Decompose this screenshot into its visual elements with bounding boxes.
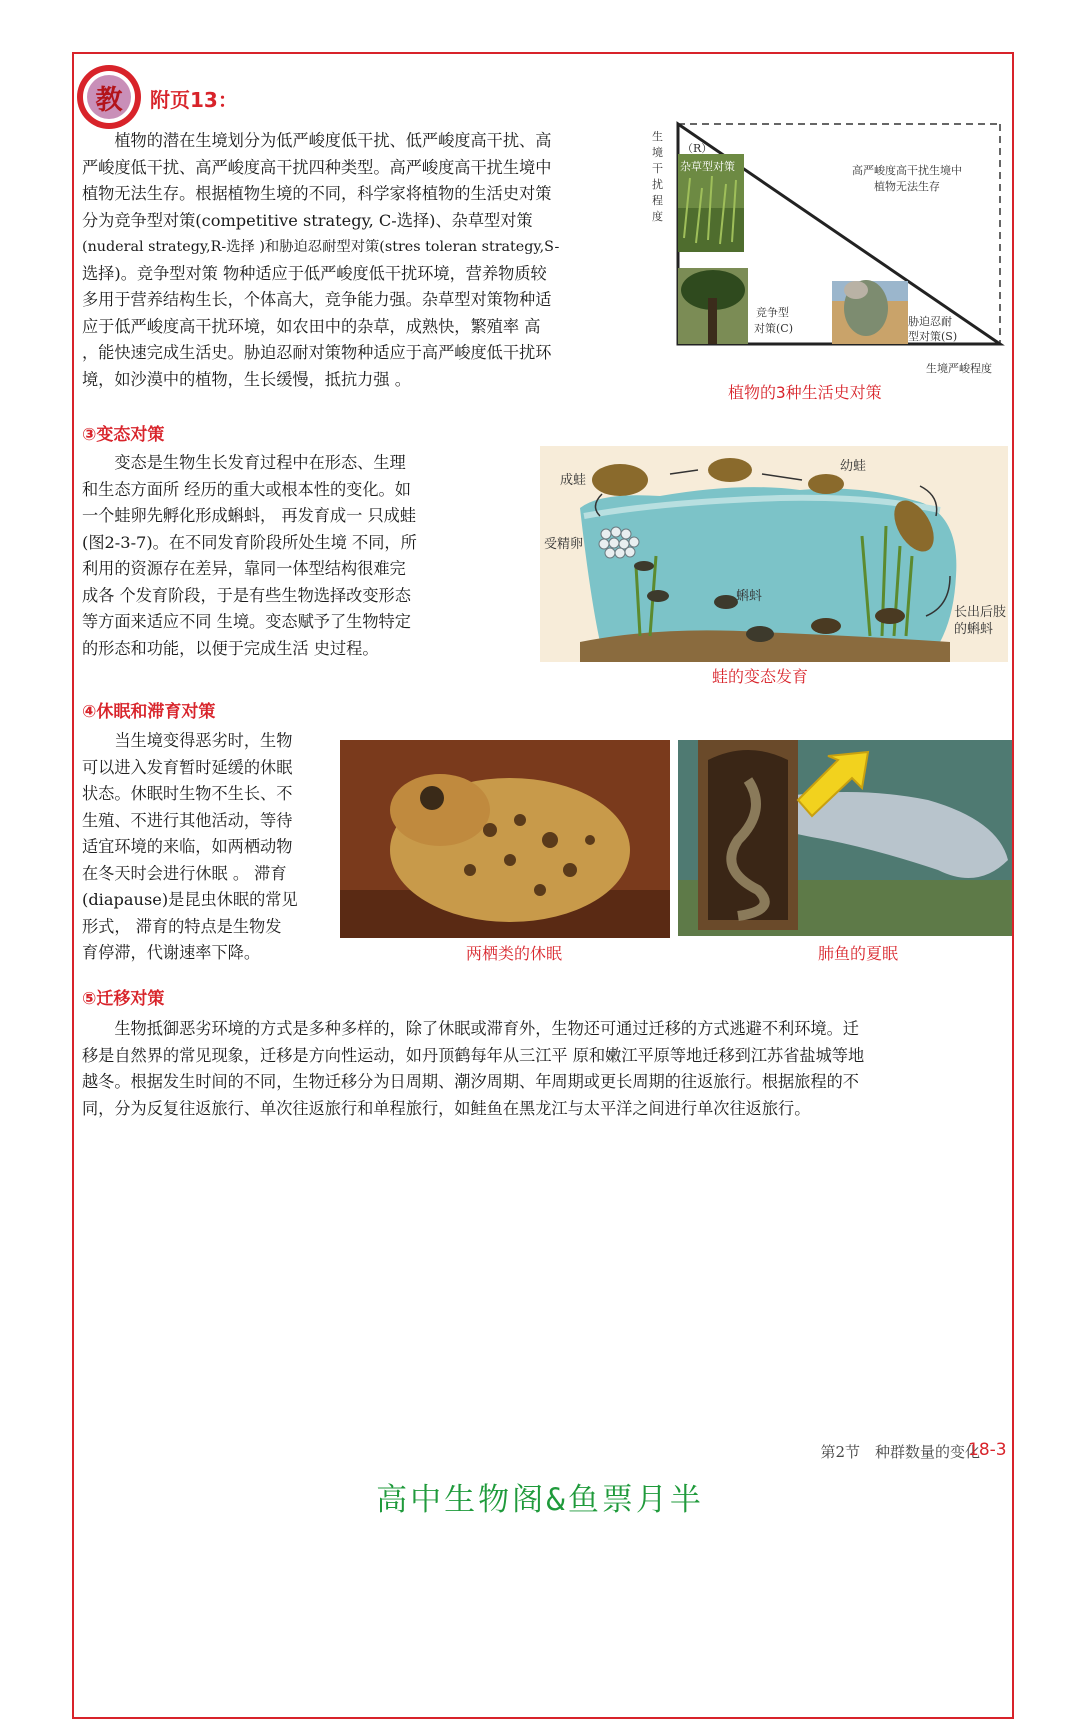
strategy-line: 植物无法生存。根据植物生境的不同，科学家将植物的生活史对策 (82, 184, 552, 203)
strategy-line: 分为竞争型对策(competitive strategy, C-选择)、杂草型对策 (82, 210, 533, 230)
dormancy-line: 生殖、不进行其他活动，等待 (82, 810, 293, 830)
dormancy-line: (diapause)是昆虫休眠的常见 (82, 890, 298, 909)
metamorphosis-line: 利用的资源存在差异，靠同一体型结构很难完 (82, 559, 406, 578)
strategy-line: 境，如沙漠中的植物，生长缓慢，抵抗力强 。 (82, 369, 411, 389)
dormancy-line: 形式， 滞育的特点是生物发 (82, 916, 282, 936)
froglet-label: 幼蛙 (840, 459, 867, 474)
metamorphosis-title: ③变态对策 (82, 425, 165, 445)
migration-line: 生物抵御恶劣环境的方式是多种多样的，除了休眠或滞育外，生物还可通过迁移的方式逃避不利环境。迁 (82, 1019, 859, 1038)
s-label-1: 胁迫忍耐 (908, 315, 952, 328)
adult-frog-label: 成蛙 (560, 473, 587, 488)
migration-line: 越冬。根据发生时间的不同，生物迁移分为日周期、潮汐周期、年周期或更长周期的往返旅行。根据旅程的不 (82, 1072, 859, 1091)
tadpole-label: 蝌蚪 (736, 589, 763, 604)
y-axis-label-char: 程 (652, 194, 663, 207)
legs-label-2: 的蝌蚪 (954, 622, 994, 637)
frog-lifecycle-caption: 蛙的变态发育 (712, 667, 809, 686)
footer-section-title: 第2节 种群数量的变化 (820, 1443, 980, 1461)
strategy-line: 严峻度低干扰、高严峻度高干扰四种类型。高严峻度高干扰生境中 (82, 157, 552, 177)
metamorphosis-line: 和生态方面所 经历的重大或根本性的变化。如 (82, 479, 411, 499)
dormancy-line: 在冬天时会进行休眠 。 滞育 (82, 863, 287, 883)
harsh-disturb-note-1: 高严峻度高干扰生境中 (852, 164, 962, 177)
strategy-line: 植物的潜在生境划分为低严峻度低干扰、低严峻度高干扰、高 (82, 131, 552, 150)
dormancy-line: 适宜环境的来临，如两栖动物 (82, 837, 293, 856)
dormancy-line: 当生境变得恶劣时，生物 (82, 731, 293, 750)
appendix-title: 附页13： (150, 88, 238, 112)
metamorphosis-line: 变态是生物生长发育过程中在形态、生理 (82, 453, 406, 472)
strategy-line: 选择)。竞争型对策 物种适应于低严峻度低干扰环境，营养物质较 (82, 263, 547, 283)
y-axis-label-char: 生 (652, 130, 663, 143)
frog-lifecycle-figure (540, 446, 1008, 662)
strategy-line: (nuderal strategy,R-选择 )和胁迫忍耐型对策(stres toleran strategy,S- (82, 239, 560, 255)
dormancy-title: ④休眠和滞育对策 (82, 702, 216, 722)
strategy-line: ，能快速完成生活史。胁迫忍耐对策物种适应于高严峻度低干扰环 (82, 343, 552, 362)
harsh-disturb-note-2: 植物无法生存 (874, 180, 940, 193)
lungfish-caption: 肺鱼的夏眠 (818, 944, 899, 963)
y-axis-label-char: 度 (652, 210, 663, 223)
c-label-2: 对策(C) (754, 322, 793, 335)
migration-line: 同，分为反复往返旅行、单次往返旅行和单程旅行，如鲑鱼在黑龙江与太平洋之间进行单次往返旅行。 (82, 1098, 811, 1118)
dormancy-paragraph (82, 728, 334, 967)
y-axis-label-char: 境 (652, 146, 663, 159)
dormancy-line: 可以进入发育暂时延缓的休眠 (82, 757, 293, 777)
frog-hibernation-caption: 两栖类的休眠 (466, 944, 563, 963)
metamorphosis-line: 等方面来适应不同 生境。变态赋予了生物特定 (82, 612, 411, 631)
x-axis-label: 生境严峻程度 (926, 362, 992, 375)
strategy-line: 多用于营养结构生长，个体高大，竞争能力强。杂草型对策物种适 (82, 290, 552, 309)
dormancy-line: 状态。休眠时生物不生长、不 (82, 784, 293, 803)
hibernating-frog-photo (340, 740, 670, 938)
metamorphosis-line: (图2-3-7)。在不同发育阶段所处生境 不同，所 (82, 532, 417, 552)
c-label-1: 竞争型 (756, 306, 789, 319)
r-label-1: （R） (682, 142, 713, 155)
strategy-triangle-figure (646, 118, 1008, 380)
strategy-paragraph (82, 128, 642, 393)
dormancy-line: 育停滞，代谢速率下降。 (82, 943, 261, 962)
watermark-text: 高中生物阁&鱼票月半 (376, 1482, 704, 1518)
y-axis-label (652, 129, 663, 223)
strategy-line: 应于低严峻度高干扰环境，如农田中的杂草，成熟快，繁殖率 高 (82, 316, 541, 336)
legs-label-1: 长出后肢 (954, 605, 1007, 620)
migration-title: ⑤迁移对策 (82, 989, 165, 1009)
r-label-2: 杂草型对策 (680, 160, 735, 173)
metamorphosis-line: 成各 个发育阶段，于是有些生物选择改变形态 (82, 585, 411, 605)
lungfish-photo (678, 740, 1012, 936)
migration-paragraph (82, 1016, 1007, 1122)
egg-label: 受精卵 (544, 537, 584, 552)
metamorphosis-paragraph (82, 450, 472, 662)
migration-line: 移是自然界的常见现象，迁移是方向性运动，如丹顶鹤每年从三江平 原和嫩江平原等地迁移到江苏省盐城等地 (82, 1045, 865, 1065)
teacher-badge-char: 教 (87, 75, 131, 119)
metamorphosis-line: 的形态和功能，以便于完成生活 史过程。 (82, 638, 379, 658)
footer-page-number: 18-3 (968, 1440, 1007, 1460)
strategy-caption: 植物的3种生活史对策 (728, 383, 882, 402)
teacher-badge (77, 65, 141, 129)
y-axis-label-char: 干 (652, 162, 663, 175)
y-axis-label-char: 扰 (652, 178, 663, 191)
metamorphosis-line: 一个蛙卵先孵化形成蝌蚪， 再发育成一 只成蛙 (82, 506, 417, 525)
s-label-2: 型对策(S) (908, 330, 958, 343)
